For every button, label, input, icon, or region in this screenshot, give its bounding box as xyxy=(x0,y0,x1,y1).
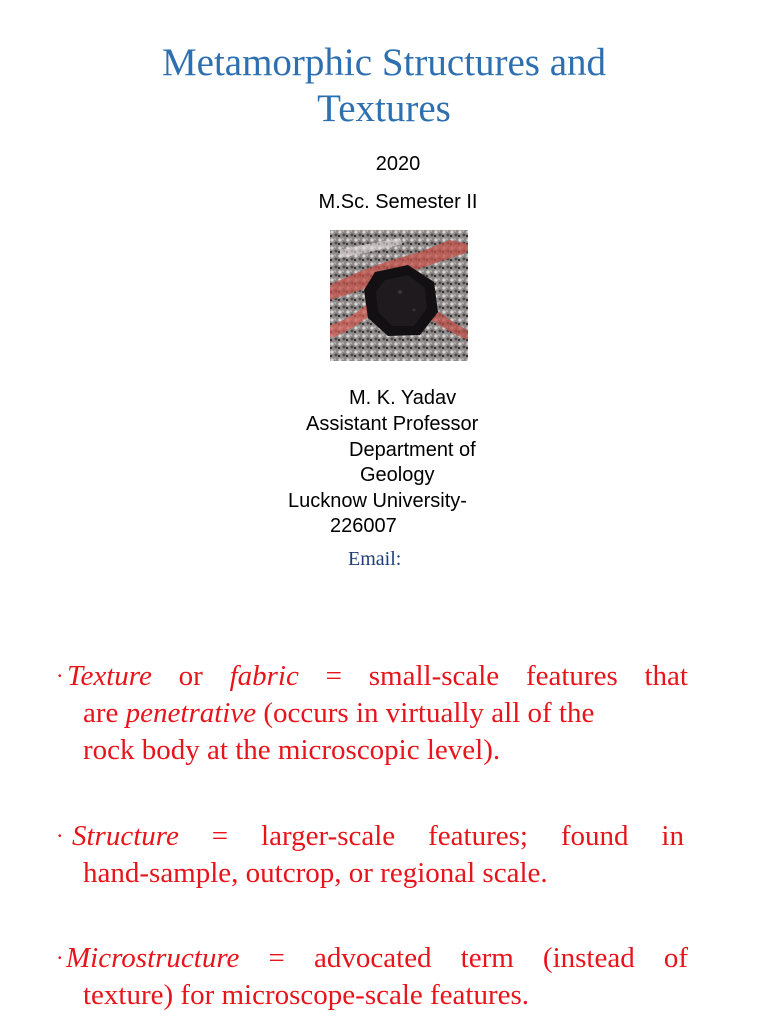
bullet-1-line-2-pre: are xyxy=(83,697,126,729)
rock-image-icon xyxy=(330,230,468,361)
bullet-dot-icon: • xyxy=(58,953,62,964)
term-fabric: fabric xyxy=(229,660,299,692)
title-line-1: Metamorphic Structures and xyxy=(161,41,607,84)
email-label: Email: xyxy=(348,548,402,570)
bullet-structure xyxy=(58,818,708,892)
title-line-2: Textures xyxy=(317,87,451,130)
year-label: 2020 xyxy=(375,153,421,175)
department-line-1: Department of xyxy=(349,439,476,461)
course-label: M.Sc. Semester II xyxy=(318,191,478,213)
bullet-1-line-2-rest: (occurs in virtually all of the xyxy=(256,697,595,729)
term-texture: Texture xyxy=(67,660,152,692)
term-penetrative: penetrative xyxy=(125,697,257,729)
department-line-2: Geology xyxy=(360,464,435,486)
author-position: Assistant Professor xyxy=(306,413,479,435)
author-name: M. K. Yadav xyxy=(349,387,457,409)
page-title xyxy=(0,40,768,132)
joiner-or: or xyxy=(151,660,230,692)
term-structure: Structure xyxy=(72,820,179,852)
bullet-1-line-1: = small-scale features that xyxy=(298,660,688,692)
garnet-porphyroblast-photo xyxy=(330,230,468,361)
bullet-3-line-1: = advocated term (instead of xyxy=(239,942,688,974)
bullet-dot-icon: • xyxy=(58,831,62,842)
bullet-3-line-2: texture) for microscope-scale features. xyxy=(83,979,530,1011)
bullet-dot-icon: • xyxy=(58,671,62,682)
bullet-1-line-3: rock body at the microscopic level). xyxy=(83,734,501,766)
bullet-texture xyxy=(58,658,708,769)
university-line-2: 226007 xyxy=(330,515,397,537)
bullet-2-line-2: hand-sample, outcrop, or regional scale. xyxy=(83,857,548,889)
bullet-microstructure xyxy=(58,940,708,1014)
university-line-1: Lucknow University- xyxy=(288,490,467,512)
bullet-2-line-1: = larger-scale features; found in xyxy=(178,820,684,852)
term-microstructure: Microstructure xyxy=(66,942,240,974)
